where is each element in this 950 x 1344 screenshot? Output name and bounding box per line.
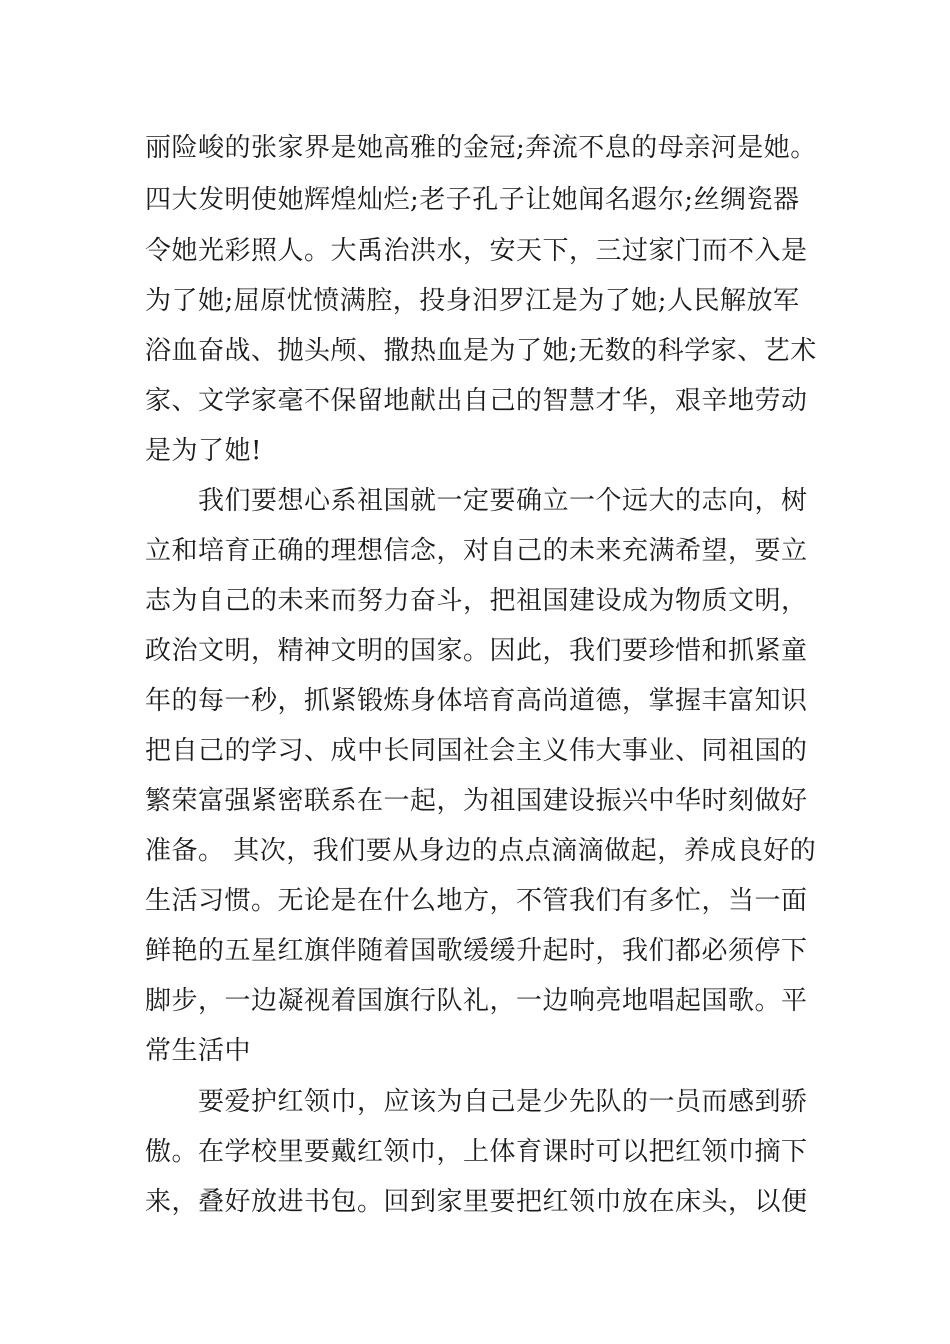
text-line: 志为自己的未来而努力奋斗，把祖国建设成为物质文明， [145,586,808,616]
text-line: 年的每一秒，抓紧锻炼身体培育高尚道德，掌握丰富知识 [145,686,808,716]
text-line: 为了她;屈原忧愤满腔，投身汨罗江是为了她;人民解放军 [145,286,800,316]
text-line: 鲜艳的五星红旗伴随着国歌缓缓升起时，我们都必须停下 [145,936,808,966]
text-line: 令她光彩照人。大禹治洪水，安天下，三过家门而不入是 [145,236,808,266]
text-line: 丽险峻的张家界是她高雅的金冠;奔流不息的母亲河是她。 [145,133,817,163]
text-line: 浴血奋战、抛头颅、撒热血是为了她;无数的科学家、艺术 [145,336,817,366]
text-line: 繁荣富强紧密联系在一起，为祖国建设振兴中华时刻做好 [145,786,808,816]
text-line: 来，叠好放进书包。回到家里要把红领巾放在床头，以便 [145,1187,808,1217]
text-line: 脚步，一边凝视着国旗行队礼，一边响亮地唱起国歌。平 [145,986,808,1016]
text-line: 常生活中 [145,1036,252,1066]
text-line: 准备。 其次，我们要从身边的点点滴滴做起，养成良好的 [145,836,817,866]
text-line: 四大发明使她辉煌灿烂;老子孔子让她闻名遐尔;丝绸瓷器 [145,185,800,215]
paragraph-first-line: 要爱护红领巾，应该为自己是少先队的一员而感到骄 [198,1087,808,1117]
text-line: 生活习惯。无论是在什么地方，不管我们有多忙，当一面 [145,886,808,916]
text-line: 政治文明，精神文明的国家。因此，我们要珍惜和抓紧童 [145,636,808,666]
text-line: 是为了她! [145,436,262,466]
paragraph-first-line: 我们要想心系祖国就一定要确立一个远大的志向，树 [198,486,808,516]
text-line: 把自己的学习、成中长同国社会主义伟大事业、同祖国的 [145,736,808,766]
text-line: 立和培育正确的理想信念，对自己的未来充满希望，要立 [145,536,808,566]
text-line: 家、文学家毫不保留地献出自己的智慧才华，艰辛地劳动 [145,386,808,416]
text-line: 傲。在学校里要戴红领巾，上体育课时可以把红领巾摘下 [145,1137,808,1167]
